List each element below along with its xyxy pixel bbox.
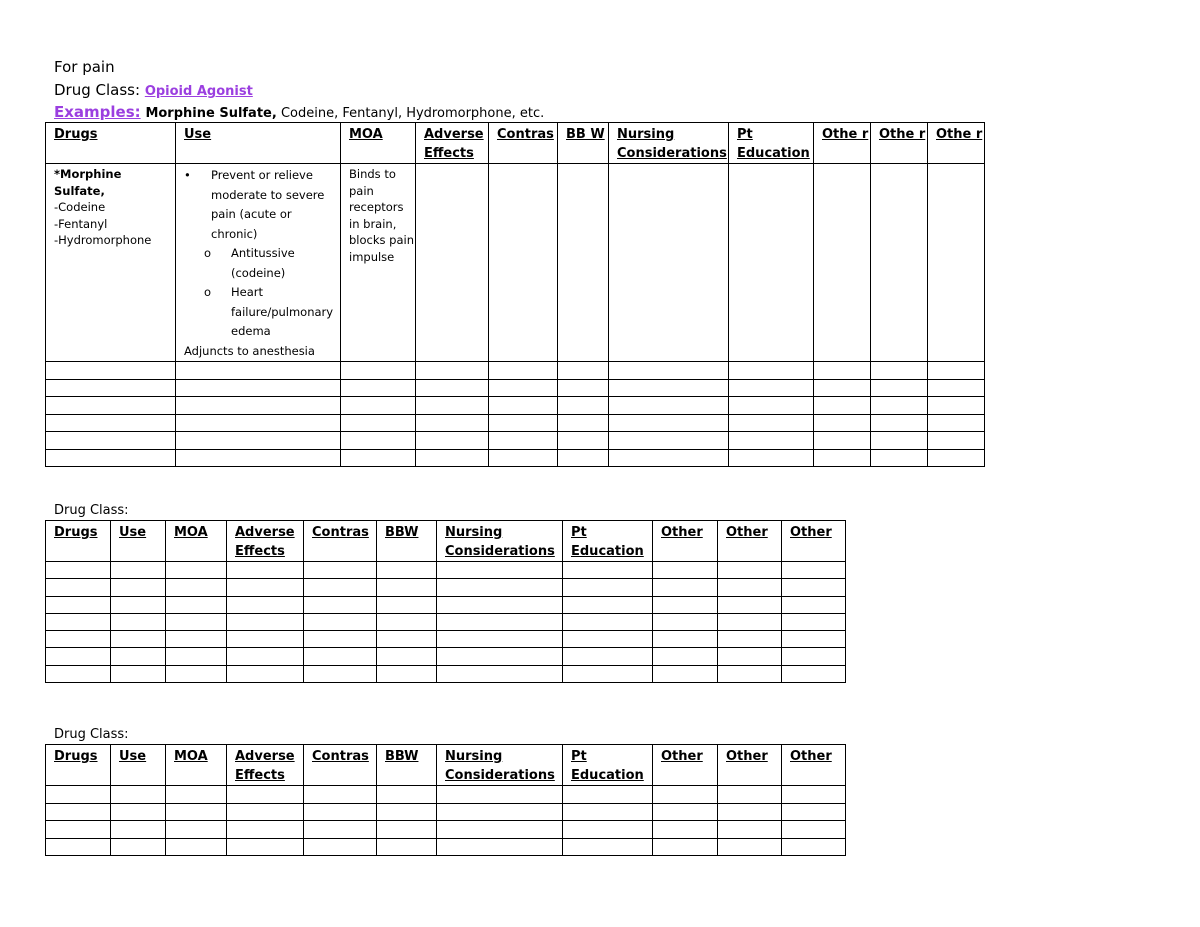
empty-cell[interactable] xyxy=(377,562,437,579)
empty-cell[interactable] xyxy=(814,449,871,467)
table1-header-cell: Nursing Considerations xyxy=(609,123,729,164)
empty-cell[interactable] xyxy=(558,449,609,467)
empty-cell[interactable] xyxy=(111,803,166,821)
empty-cell[interactable] xyxy=(416,397,489,415)
empty-cell[interactable] xyxy=(341,379,416,397)
empty-cell[interactable] xyxy=(46,379,176,397)
empty-cell[interactable] xyxy=(227,821,304,839)
empty-cell[interactable] xyxy=(166,665,227,682)
empty-cell[interactable] xyxy=(176,414,341,432)
empty-cell[interactable] xyxy=(653,665,718,682)
table3-header-cell: MOA xyxy=(166,745,227,786)
table3-header-cell: Other xyxy=(782,745,846,786)
empty-cell[interactable] xyxy=(609,379,729,397)
table2-header-cell: Other xyxy=(718,521,782,562)
table3-empty-rows xyxy=(46,786,846,856)
empty-cell[interactable] xyxy=(782,803,846,821)
empty-cell[interactable] xyxy=(814,362,871,380)
empty-cell[interactable] xyxy=(166,613,227,630)
empty-cell[interactable] xyxy=(227,613,304,630)
table-row xyxy=(46,838,846,856)
empty-cell[interactable] xyxy=(928,432,985,450)
empty-cell[interactable] xyxy=(814,432,871,450)
empty-cell[interactable] xyxy=(928,397,985,415)
empty-cell[interactable] xyxy=(416,362,489,380)
drug-table-1 xyxy=(45,122,985,467)
empty-cell[interactable] xyxy=(377,648,437,665)
empty-cell[interactable] xyxy=(304,648,377,665)
empty-cell[interactable] xyxy=(782,665,846,682)
empty-cell[interactable] xyxy=(653,596,718,613)
empty-cell[interactable] xyxy=(718,631,782,648)
empty-cell[interactable] xyxy=(111,648,166,665)
empty-cell[interactable] xyxy=(489,164,558,362)
empty-cell[interactable] xyxy=(46,449,176,467)
table2-header-cell: Other xyxy=(653,521,718,562)
empty-cell[interactable] xyxy=(304,631,377,648)
empty-cell[interactable] xyxy=(304,613,377,630)
empty-cell[interactable] xyxy=(871,379,928,397)
drug-class-line xyxy=(54,80,253,102)
table1-header-row xyxy=(46,123,985,164)
drug-table-3 xyxy=(45,744,846,856)
empty-cell[interactable] xyxy=(729,164,814,362)
empty-cell[interactable] xyxy=(166,786,227,804)
empty-cell[interactable] xyxy=(718,803,782,821)
empty-cell[interactable] xyxy=(111,821,166,839)
empty-cell[interactable] xyxy=(729,414,814,432)
empty-cell[interactable] xyxy=(46,432,176,450)
empty-cell[interactable] xyxy=(227,786,304,804)
table2-empty-rows xyxy=(46,562,846,683)
empty-cell[interactable] xyxy=(558,379,609,397)
empty-cell[interactable] xyxy=(416,432,489,450)
empty-cell[interactable] xyxy=(609,449,729,467)
empty-cell[interactable] xyxy=(227,803,304,821)
empty-cell[interactable] xyxy=(558,414,609,432)
empty-cell[interactable] xyxy=(489,362,558,380)
empty-cell[interactable] xyxy=(718,579,782,596)
empty-cell[interactable] xyxy=(782,613,846,630)
empty-cell[interactable] xyxy=(437,631,563,648)
table1-header-cell: Othe r xyxy=(871,123,928,164)
empty-cell[interactable] xyxy=(46,397,176,415)
empty-cell[interactable] xyxy=(782,562,846,579)
table3-header-cell: Use xyxy=(111,745,166,786)
empty-cell[interactable] xyxy=(176,362,341,380)
use-tail: Adjuncts to anesthesia xyxy=(184,343,315,358)
empty-cell[interactable] xyxy=(111,631,166,648)
empty-cell[interactable] xyxy=(416,164,489,362)
empty-cell[interactable] xyxy=(176,432,341,450)
empty-cell[interactable] xyxy=(718,665,782,682)
empty-cell[interactable] xyxy=(609,362,729,380)
empty-cell[interactable] xyxy=(166,803,227,821)
table2-header-cell: Other xyxy=(782,521,846,562)
empty-cell[interactable] xyxy=(653,648,718,665)
empty-cell[interactable] xyxy=(729,432,814,450)
empty-cell[interactable] xyxy=(718,838,782,856)
drug-class-link[interactable]: Opioid Agonist xyxy=(144,84,253,99)
empty-cell[interactable] xyxy=(377,838,437,856)
empty-cell[interactable] xyxy=(46,838,111,856)
empty-cell[interactable] xyxy=(729,379,814,397)
empty-cell[interactable] xyxy=(563,596,653,613)
empty-cell[interactable] xyxy=(437,665,563,682)
empty-cell[interactable] xyxy=(653,821,718,839)
empty-cell[interactable] xyxy=(653,613,718,630)
table-row xyxy=(46,362,985,380)
empty-cell[interactable] xyxy=(871,397,928,415)
empty-cell[interactable] xyxy=(653,803,718,821)
empty-cell[interactable] xyxy=(111,786,166,804)
drug-morphine: *Morphine Sulfate, xyxy=(54,167,122,198)
table2-header-row xyxy=(46,521,846,562)
empty-cell[interactable] xyxy=(227,562,304,579)
empty-cell[interactable] xyxy=(166,821,227,839)
use-list xyxy=(184,166,340,361)
empty-cell[interactable] xyxy=(437,613,563,630)
empty-cell[interactable] xyxy=(609,432,729,450)
empty-cell[interactable] xyxy=(176,397,341,415)
empty-cell[interactable] xyxy=(166,631,227,648)
empty-cell[interactable] xyxy=(928,379,985,397)
empty-cell[interactable] xyxy=(437,786,563,804)
empty-cell[interactable] xyxy=(718,648,782,665)
empty-cell[interactable] xyxy=(871,449,928,467)
table3-header-cell: Pt Education xyxy=(563,745,653,786)
use-cell[interactable] xyxy=(176,164,341,362)
table1-header-cell: BB W xyxy=(558,123,609,164)
empty-cell[interactable] xyxy=(563,821,653,839)
empty-cell[interactable] xyxy=(416,414,489,432)
empty-cell[interactable] xyxy=(377,596,437,613)
empty-cell[interactable] xyxy=(437,596,563,613)
empty-cell[interactable] xyxy=(609,414,729,432)
table3-header-cell: Nursing Considerations xyxy=(437,745,563,786)
table2-header-cell: Adverse Effects xyxy=(227,521,304,562)
empty-cell[interactable] xyxy=(377,803,437,821)
table1-header-cell: Othe r xyxy=(928,123,985,164)
examples-line xyxy=(54,102,544,124)
empty-cell[interactable] xyxy=(304,821,377,839)
empty-cell[interactable] xyxy=(437,562,563,579)
empty-cell[interactable] xyxy=(558,397,609,415)
empty-cell[interactable] xyxy=(227,838,304,856)
empty-cell[interactable] xyxy=(341,362,416,380)
table1-header-cell: Use xyxy=(176,123,341,164)
table-row xyxy=(46,579,846,596)
empty-cell[interactable] xyxy=(928,449,985,467)
empty-cell[interactable] xyxy=(166,648,227,665)
empty-cell[interactable] xyxy=(304,786,377,804)
empty-cell[interactable] xyxy=(46,821,111,839)
page-title xyxy=(54,57,115,77)
empty-cell[interactable] xyxy=(46,648,111,665)
examples-label: Examples: xyxy=(54,103,141,121)
use-bullet: • Prevent or relieve moderate to severe pain (acute or chronic) xyxy=(184,166,340,244)
empty-cell[interactable] xyxy=(653,786,718,804)
table2-header-cell: Drugs xyxy=(46,521,111,562)
empty-cell[interactable] xyxy=(718,786,782,804)
empty-cell[interactable] xyxy=(782,631,846,648)
empty-cell[interactable] xyxy=(341,397,416,415)
empty-cell[interactable] xyxy=(341,432,416,450)
empty-cell[interactable] xyxy=(558,432,609,450)
empty-cell[interactable] xyxy=(814,397,871,415)
empty-cell[interactable] xyxy=(563,631,653,648)
empty-cell[interactable] xyxy=(377,579,437,596)
empty-cell[interactable] xyxy=(729,362,814,380)
examples-rest: Codeine, Fentanyl, Hydromorphone, etc. xyxy=(276,106,545,121)
table3-class-label: Drug Class: xyxy=(54,727,129,742)
empty-cell[interactable] xyxy=(928,414,985,432)
empty-cell[interactable] xyxy=(377,821,437,839)
table1-header-cell: Contras xyxy=(489,123,558,164)
empty-cell[interactable] xyxy=(437,838,563,856)
table-row xyxy=(46,449,985,467)
empty-cell[interactable] xyxy=(489,379,558,397)
empty-cell[interactable] xyxy=(111,613,166,630)
empty-cell[interactable] xyxy=(46,803,111,821)
empty-cell[interactable] xyxy=(782,838,846,856)
empty-cell[interactable] xyxy=(304,838,377,856)
empty-cell[interactable] xyxy=(304,665,377,682)
table2-header-cell: MOA xyxy=(166,521,227,562)
empty-cell[interactable] xyxy=(729,397,814,415)
drug-hydromorphone: -Hydromorphone xyxy=(54,233,152,247)
empty-cell[interactable] xyxy=(563,579,653,596)
empty-cell[interactable] xyxy=(377,631,437,648)
empty-cell[interactable] xyxy=(563,838,653,856)
empty-cell[interactable] xyxy=(729,449,814,467)
table3-header-cell: Other xyxy=(718,745,782,786)
empty-cell[interactable] xyxy=(558,164,609,362)
table1-content-row xyxy=(46,164,985,362)
empty-cell[interactable] xyxy=(653,579,718,596)
empty-cell[interactable] xyxy=(304,562,377,579)
table1-header-cell: Adverse Effects xyxy=(416,123,489,164)
table-row xyxy=(46,821,846,839)
table2-header-cell: Use xyxy=(111,521,166,562)
empty-cell[interactable] xyxy=(377,786,437,804)
empty-cell[interactable] xyxy=(46,596,111,613)
empty-cell[interactable] xyxy=(563,648,653,665)
empty-cell[interactable] xyxy=(437,803,563,821)
table-row xyxy=(46,648,846,665)
empty-cell[interactable] xyxy=(718,613,782,630)
empty-cell[interactable] xyxy=(111,596,166,613)
empty-cell[interactable] xyxy=(437,579,563,596)
empty-cell[interactable] xyxy=(166,596,227,613)
title-text: For pain xyxy=(54,58,115,76)
empty-cell[interactable] xyxy=(489,397,558,415)
drugs-cell[interactable] xyxy=(46,164,176,362)
table-row xyxy=(46,432,985,450)
empty-cell[interactable] xyxy=(563,786,653,804)
empty-cell[interactable] xyxy=(377,613,437,630)
table2-class-label: Drug Class: xyxy=(54,503,129,518)
table-row xyxy=(46,613,846,630)
empty-cell[interactable] xyxy=(653,838,718,856)
empty-cell[interactable] xyxy=(489,414,558,432)
empty-cell[interactable] xyxy=(111,562,166,579)
empty-cell[interactable] xyxy=(928,164,985,362)
empty-cell[interactable] xyxy=(437,648,563,665)
table-row xyxy=(46,786,846,804)
empty-cell[interactable] xyxy=(166,579,227,596)
empty-cell[interactable] xyxy=(653,631,718,648)
empty-cell[interactable] xyxy=(227,631,304,648)
empty-cell[interactable] xyxy=(489,432,558,450)
empty-cell[interactable] xyxy=(111,579,166,596)
table1-empty-rows xyxy=(46,362,985,467)
empty-cell[interactable] xyxy=(227,596,304,613)
empty-cell[interactable] xyxy=(563,665,653,682)
table2-header-cell: Pt Education xyxy=(563,521,653,562)
table-row xyxy=(46,803,846,821)
use-sub-item: o Heart failure/pulmonary edema xyxy=(184,283,340,342)
empty-cell[interactable] xyxy=(166,838,227,856)
empty-cell[interactable] xyxy=(718,596,782,613)
table-row xyxy=(46,414,985,432)
empty-cell[interactable] xyxy=(46,613,111,630)
empty-cell[interactable] xyxy=(489,449,558,467)
empty-cell[interactable] xyxy=(814,164,871,362)
table3-header-row xyxy=(46,745,846,786)
table1-header-cell: Drugs xyxy=(46,123,176,164)
table1-header-cell: Othe r xyxy=(814,123,871,164)
empty-cell[interactable] xyxy=(782,648,846,665)
drug-codeine: -Codeine xyxy=(54,200,106,214)
table3-header-cell: Drugs xyxy=(46,745,111,786)
empty-cell[interactable] xyxy=(46,665,111,682)
empty-cell[interactable] xyxy=(814,379,871,397)
empty-cell[interactable] xyxy=(416,379,489,397)
use-sub-item: o Antitussive (codeine) xyxy=(184,244,340,283)
table3-header-cell: Contras xyxy=(304,745,377,786)
table-row xyxy=(46,631,846,648)
drug-class-label: Drug Class: xyxy=(54,81,141,99)
empty-cell[interactable] xyxy=(227,579,304,596)
moa-cell[interactable] xyxy=(341,164,416,362)
empty-cell[interactable] xyxy=(871,432,928,450)
drug-fentanyl: -Fentanyl xyxy=(54,216,108,231)
empty-cell[interactable] xyxy=(782,821,846,839)
empty-cell[interactable] xyxy=(718,562,782,579)
empty-cell[interactable] xyxy=(653,562,718,579)
empty-cell[interactable] xyxy=(341,414,416,432)
empty-cell[interactable] xyxy=(437,821,563,839)
empty-cell[interactable] xyxy=(46,786,111,804)
empty-cell[interactable] xyxy=(176,379,341,397)
empty-cell[interactable] xyxy=(871,362,928,380)
empty-cell[interactable] xyxy=(176,449,341,467)
empty-cell[interactable] xyxy=(416,449,489,467)
empty-cell[interactable] xyxy=(227,665,304,682)
empty-cell[interactable] xyxy=(46,579,111,596)
empty-cell[interactable] xyxy=(341,449,416,467)
table3-header-cell: Adverse Effects xyxy=(227,745,304,786)
empty-cell[interactable] xyxy=(609,164,729,362)
empty-cell[interactable] xyxy=(304,579,377,596)
table1-header-cell: Pt Education xyxy=(729,123,814,164)
empty-cell[interactable] xyxy=(377,665,437,682)
empty-cell[interactable] xyxy=(928,362,985,380)
empty-cell[interactable] xyxy=(166,562,227,579)
empty-cell[interactable] xyxy=(782,786,846,804)
empty-cell[interactable] xyxy=(304,596,377,613)
empty-cell[interactable] xyxy=(782,579,846,596)
table-row xyxy=(46,562,846,579)
table2-header-cell: Nursing Considerations xyxy=(437,521,563,562)
empty-cell[interactable] xyxy=(46,631,111,648)
empty-cell[interactable] xyxy=(871,164,928,362)
table2-header-cell: BBW xyxy=(377,521,437,562)
table-row xyxy=(46,596,846,613)
table-row xyxy=(46,665,846,682)
empty-cell[interactable] xyxy=(609,397,729,415)
empty-cell[interactable] xyxy=(46,414,176,432)
table3-header-cell: Other xyxy=(653,745,718,786)
table3-header-cell: BBW xyxy=(377,745,437,786)
empty-cell[interactable] xyxy=(227,648,304,665)
table-row xyxy=(46,379,985,397)
empty-cell[interactable] xyxy=(304,803,377,821)
empty-cell[interactable] xyxy=(718,821,782,839)
empty-cell[interactable] xyxy=(563,562,653,579)
moa-text: Binds to pain receptors in brain, blocks pain impulse xyxy=(349,167,414,264)
table-row xyxy=(46,397,985,415)
empty-cell[interactable] xyxy=(46,562,111,579)
empty-cell[interactable] xyxy=(871,414,928,432)
examples-bold: Morphine Sulfate, xyxy=(145,106,277,121)
table1-header-cell: MOA xyxy=(341,123,416,164)
empty-cell[interactable] xyxy=(563,803,653,821)
table2-header-cell: Contras xyxy=(304,521,377,562)
empty-cell[interactable] xyxy=(111,838,166,856)
empty-cell[interactable] xyxy=(814,414,871,432)
empty-cell[interactable] xyxy=(782,596,846,613)
empty-cell[interactable] xyxy=(563,613,653,630)
drug-table-2 xyxy=(45,520,846,683)
empty-cell[interactable] xyxy=(111,665,166,682)
empty-cell[interactable] xyxy=(46,362,176,380)
empty-cell[interactable] xyxy=(558,362,609,380)
